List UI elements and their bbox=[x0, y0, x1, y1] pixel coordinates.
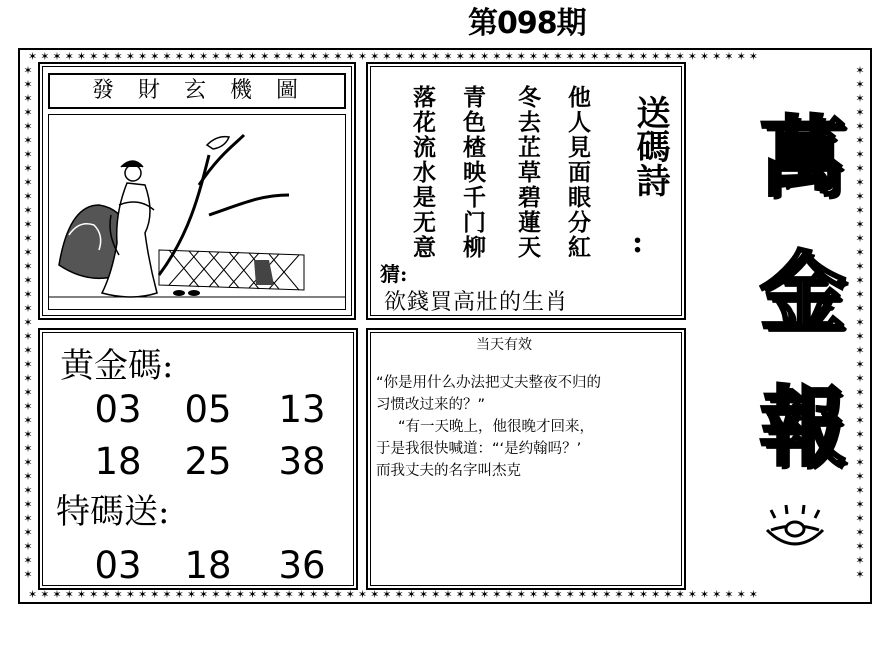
special-code-label: 特碼送: bbox=[56, 492, 170, 532]
gold-code-number: 13 bbox=[278, 388, 326, 431]
special-code-number: 36 bbox=[278, 544, 326, 587]
brand-char-3: 報 bbox=[760, 377, 846, 478]
poem-line-3: 青色楂映千门柳 bbox=[459, 84, 486, 260]
gold-ingot-icon bbox=[755, 500, 835, 560]
gold-code-number: 18 bbox=[94, 440, 142, 483]
gold-code-number: 25 bbox=[184, 440, 232, 483]
gold-code-number: 03 bbox=[94, 388, 142, 431]
poem-line-4: 落花流水是无意 bbox=[409, 84, 436, 260]
poem-title: 送碼詩 bbox=[630, 95, 670, 197]
gold-code-label: 黄金碼: bbox=[60, 346, 174, 386]
poem-title-colon: : bbox=[632, 225, 644, 260]
story-line: “有一天晚上，他很晚才回来， bbox=[398, 419, 595, 435]
gold-code-number: 38 bbox=[278, 440, 326, 483]
story-header: 当天有效 bbox=[476, 337, 532, 353]
special-code-number: 03 bbox=[94, 544, 142, 587]
poem-line-1: 他人見面眼分紅 bbox=[564, 84, 591, 260]
brand-char-2: 金 bbox=[760, 242, 846, 343]
issue-number: 第098期 bbox=[468, 6, 586, 41]
story-line: 习惯改过来的？” bbox=[376, 397, 486, 413]
brand-char-1: 萬 bbox=[760, 107, 846, 208]
right-star-border: ✶✶✶✶✶✶✶✶✶✶✶✶✶✶✶✶✶✶✶✶✶✶✶✶✶✶✶✶✶✶✶✶✶✶✶✶✶ bbox=[855, 64, 865, 581]
lady-by-fence-illustration bbox=[49, 115, 346, 310]
left-star-border: ✶✶✶✶✶✶✶✶✶✶✶✶✶✶✶✶✶✶✶✶✶✶✶✶✶✶✶✶✶✶✶✶✶✶✶✶✶ bbox=[23, 64, 33, 581]
top-star-border: ✶✶✶✶✶✶✶✶✶✶✶✶✶✶✶✶✶✶✶✶✶✶✶✶✶✶✶✶✶✶✶✶✶✶✶✶✶✶✶✶✶✶✶✶✶✶✶✶✶✶✶✶✶✶✶✶✶✶✶✶ bbox=[28, 50, 762, 63]
riddle-label: 猜: bbox=[380, 262, 408, 286]
special-code-number: 18 bbox=[184, 544, 232, 587]
story-line: 而我丈夫的名字叫杰克 bbox=[376, 463, 521, 479]
poem-line-2: 冬去芷草碧蓮天 bbox=[514, 84, 541, 260]
illustration bbox=[48, 114, 346, 310]
bottom-star-border: ✶✶✶✶✶✶✶✶✶✶✶✶✶✶✶✶✶✶✶✶✶✶✶✶✶✶✶✶✶✶✶✶✶✶✶✶✶✶✶✶✶✶✶✶✶✶✶✶✶✶✶✶✶✶✶✶✶✶✶✶ bbox=[28, 588, 762, 601]
story-line: “你是用什么办法把丈夫整夜不归的 bbox=[376, 375, 602, 391]
riddle-text: 欲錢買高壯的生肖 bbox=[384, 290, 569, 315]
panel-title: 發財玄機圖 bbox=[48, 73, 346, 109]
story-line: 于是我很快喊道：“‘是约翰吗？’ bbox=[376, 441, 582, 457]
gold-code-number: 05 bbox=[184, 388, 232, 431]
